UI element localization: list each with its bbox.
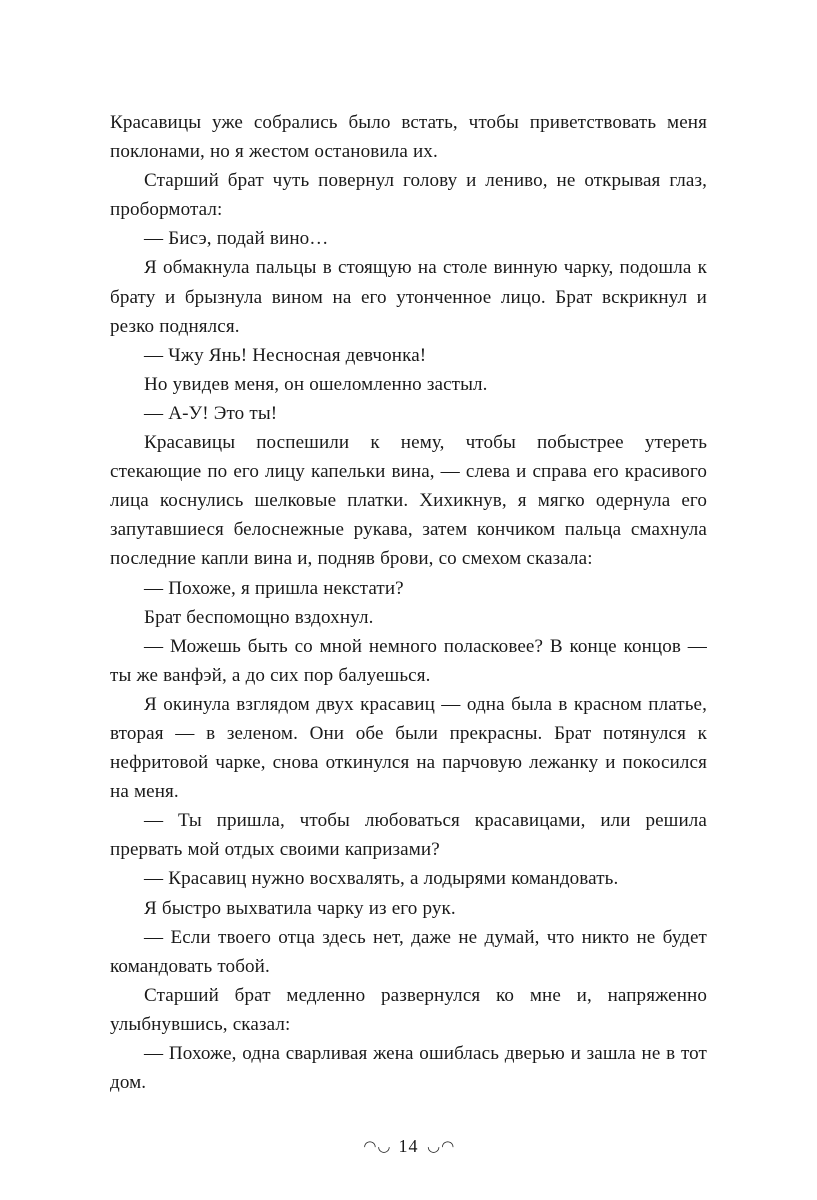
paragraph: — Похоже, одна сварливая жена ошиблась дверью и зашла не в тот дом. <box>110 1043 707 1094</box>
paragraph: — Похоже, я пришла некстати? <box>144 577 404 599</box>
paragraph: Старший брат медленно развернулся ко мне и, напряженно улыбнувшись, сказал: <box>110 984 707 1035</box>
page-text-block <box>110 108 707 1097</box>
paragraph: Брат беспомощно вздохнул. <box>144 606 374 628</box>
paragraph: — Ты пришла, чтобы любоваться красавицами, или решила прервать мой отдых своими капризами? <box>110 810 707 861</box>
paragraph: — А-У! Это ты! <box>144 402 278 424</box>
page-number: 14 <box>398 1136 419 1156</box>
paragraph: Красавицы поспешили к нему, чтобы побыстрее утереть стекающие по его лицу капельки вина, — слева и справа его красивого лица коснулись шелковые платки. Хихикнув, я мягко одернула его запутавшиеся белоснежные рукава, затем кончиком пальца смахнула последние капли вина и, подняв брови, со смехом сказала: <box>110 432 707 570</box>
paragraph: — Бисэ, подай вино… <box>144 228 329 250</box>
paragraph: Старший брат чуть повернул голову и лениво, не открывая глаз, пробормотал: <box>110 170 707 221</box>
paragraph: Я быстро выхватила чарку из его рук. <box>144 897 456 919</box>
paragraph: Но увидев меня, он ошеломленно застыл. <box>144 373 488 395</box>
paragraph: — Если твоего отца здесь нет, даже не думай, что никто не будет командовать тобой. <box>110 926 707 977</box>
paragraph: — Красавиц нужно восхвалять, а лодырями командовать. <box>144 868 619 890</box>
paragraph: — Чжу Янь! Несносная девчонка! <box>144 344 427 366</box>
paragraph: Красавицы уже собрались было встать, чтобы приветствовать меня поклонами, но я жестом остановила их. <box>110 112 707 163</box>
ornament-right-icon: ◠◡ <box>425 1139 454 1155</box>
paragraph: — Можешь быть со мной немного поласковее? В конце концов — ты же ванфэй, а до сих пор балуешься. <box>110 635 707 686</box>
page-footer <box>0 1136 817 1157</box>
paragraph: Я окинула взглядом двух красавиц — одна была в красном платье, вторая — в зеленом. Они обе были прекрасны. Брат потянулся к нефритовой чарке, снова откинулся на парчовую лежанку и покосился на меня. <box>110 693 707 803</box>
ornament-left-icon: ◠◡ <box>363 1139 392 1155</box>
paragraph: Я обмакнула пальцы в стоящую на столе винную чарку, подошла к брату и брызнула вином на его утонченное лицо. Брат вскрикнул и резко поднялся. <box>110 257 707 337</box>
